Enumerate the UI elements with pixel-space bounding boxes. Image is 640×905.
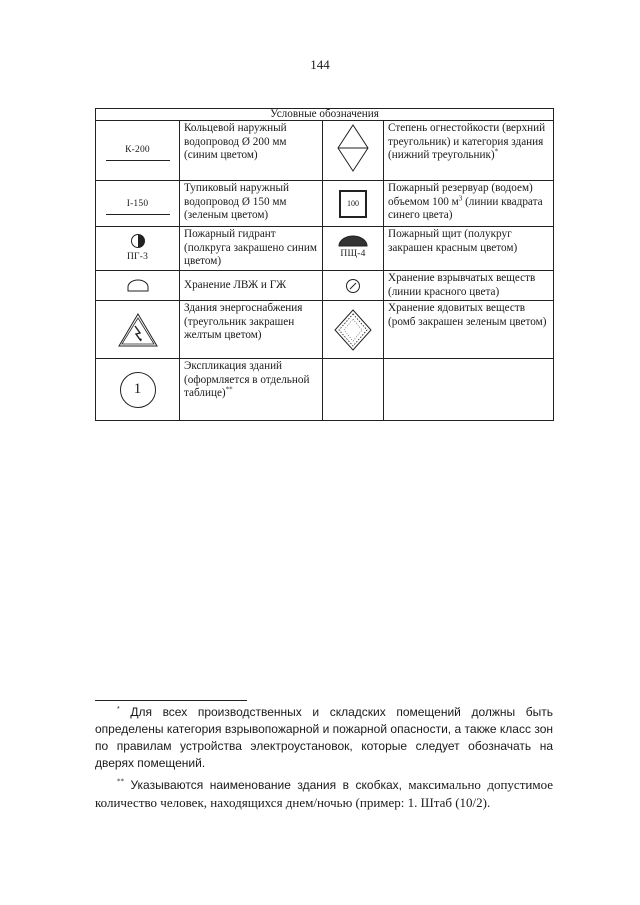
table-row xyxy=(96,227,554,271)
fire-reservoir-symbol xyxy=(323,181,384,227)
empty-cell xyxy=(384,359,554,421)
ring-water-main-label: К-200 xyxy=(125,145,150,156)
legend-header: Условные обозначения xyxy=(96,109,554,121)
legend-header-row xyxy=(96,109,554,121)
dotted-rhombus-icon xyxy=(333,308,373,352)
legend-text: Кольцевой наружный водопровод Ø 200 мм (синим цветом) xyxy=(180,121,323,181)
crossed-circle-icon xyxy=(345,278,361,294)
table-row xyxy=(96,359,554,421)
legend-table xyxy=(95,108,554,421)
empty-cell xyxy=(323,359,384,421)
building-explication-symbol xyxy=(96,359,180,421)
flammable-storage-symbol xyxy=(96,271,180,301)
dead-end-water-main-label: I-150 xyxy=(126,199,149,210)
fire-shield-symbol xyxy=(323,227,384,271)
footnote-2: ** Указываются наименование здания в скобках, максимально допустимое количество человек, находящихся днем/ночью (пример: 1. Штаб (10/2). xyxy=(95,777,553,810)
water-main-line xyxy=(106,214,170,215)
toxic-storage-symbol xyxy=(323,301,384,359)
page-number: 144 xyxy=(310,57,330,72)
dome-icon xyxy=(126,279,150,293)
footnote-mark: * xyxy=(117,706,120,713)
fire-hydrant-label: ПГ-3 xyxy=(126,251,149,262)
table-row xyxy=(96,271,554,301)
lightning-triangle-icon xyxy=(117,312,159,348)
filled-semicircle-icon xyxy=(337,235,369,247)
legend-text: Пожарный резервуар (водоем) объемом 100 $м^3$ (линии квадрата синего цвета) xyxy=(384,181,554,227)
fire-resistance-symbol xyxy=(323,121,384,181)
fire-hydrant-symbol xyxy=(96,227,180,271)
explosives-storage-symbol xyxy=(323,271,384,301)
double-triangle-rhombus-icon xyxy=(336,123,370,173)
ring-water-main-symbol xyxy=(96,121,180,181)
dead-end-water-main-symbol xyxy=(96,181,180,227)
legend-text: Экспликация зданий (оформляется в отдельной таблице)** xyxy=(180,359,323,421)
water-main-line xyxy=(106,160,170,161)
legend-text: Хранение ЛВЖ и ГЖ xyxy=(180,271,323,301)
table-row xyxy=(96,181,554,227)
footnotes xyxy=(95,700,553,811)
legend-text: Здания энергоснабжения (треугольник закрашен желтым цветом) xyxy=(180,301,323,359)
table-row xyxy=(96,301,554,359)
legend-text: Хранение ядовитых веществ (ромб закрашен зеленым цветом) xyxy=(384,301,554,359)
numbered-circle-icon: 1 xyxy=(120,372,156,408)
half-filled-circle-icon xyxy=(130,233,146,249)
footnote-1: * Для всех производственных и складских помещений должны быть определены категория взрывопожарной и пожарной опасности, а также класс зон по правилам устройства электроустановок, которые следует обозначать на дверях помещений. xyxy=(95,705,553,770)
fire-shield-label: ПЩ-4 xyxy=(340,249,366,260)
table-row xyxy=(96,121,554,181)
legend-text: Пожарный гидрант (полкруга закрашено синим цветом) xyxy=(180,227,323,271)
reservoir-square-icon: 100 xyxy=(339,190,367,218)
legend-text: Тупиковый наружный водопровод Ø 150 мм (зеленым цветом) xyxy=(180,181,323,227)
legend-text: Пожарный щит (полукруг закрашен красным цветом) xyxy=(384,227,554,271)
power-building-symbol xyxy=(96,301,180,359)
footnote-mark: ** xyxy=(117,777,124,786)
footnote-separator xyxy=(95,700,247,701)
legend-text: Хранение взрывчатых веществ (линии красного цвета) xyxy=(384,271,554,301)
legend-text: Степень огнестойкости (верхний треугольник) и категория здания (нижний треугольник)* xyxy=(384,121,554,181)
